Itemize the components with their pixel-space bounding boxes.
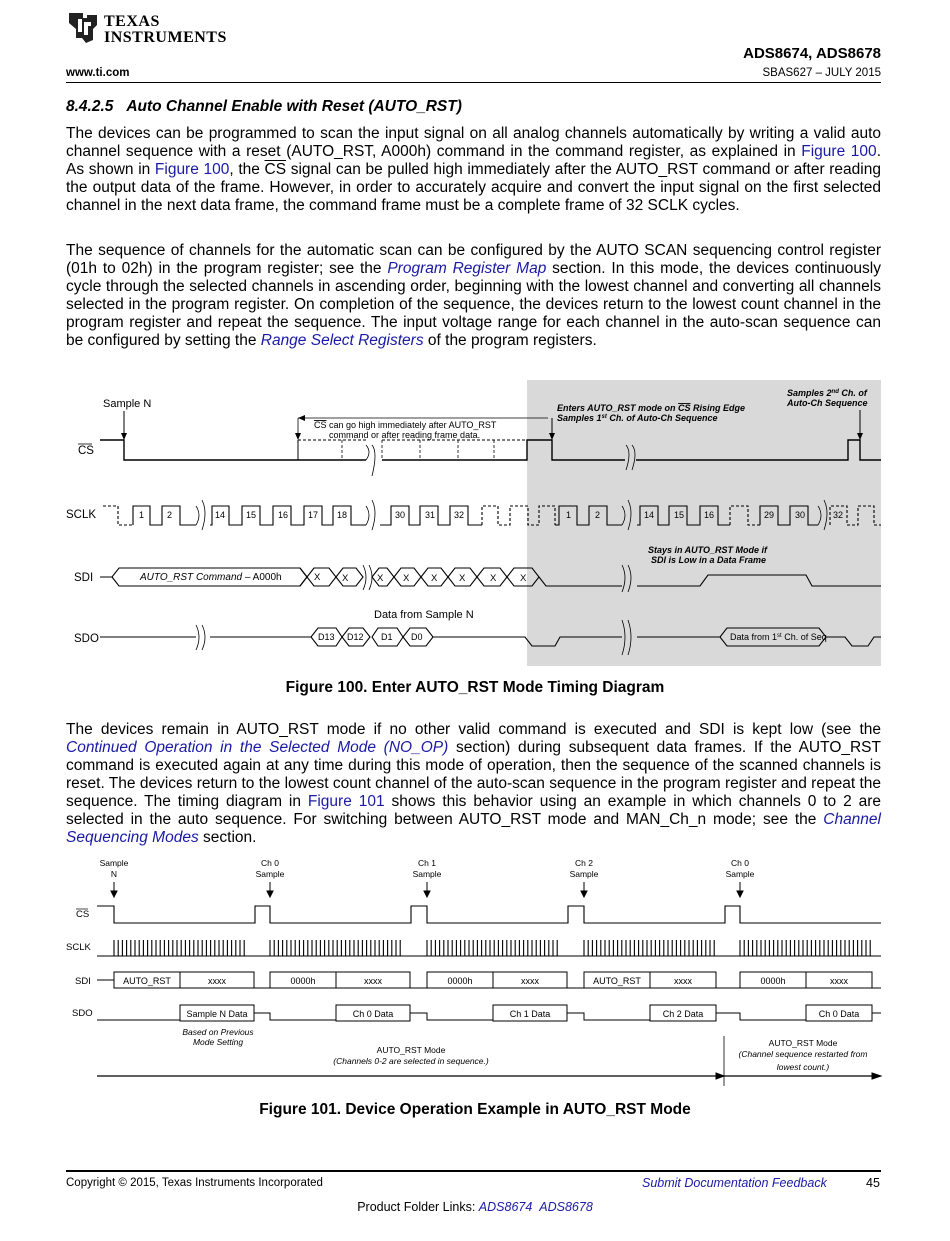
svg-text:Ch 2 Data: Ch 2 Data bbox=[662, 1009, 704, 1019]
logo-text-1: TEXAS bbox=[104, 13, 160, 30]
svg-text:xxxx: xxxx bbox=[364, 976, 382, 986]
figure-101-caption: Figure 101. Device Operation Example in AUTO_RST Mode bbox=[259, 1101, 691, 1118]
signal-label-cs: CS bbox=[76, 909, 90, 920]
cs-note-line-1: CS can go high immediately after AUTO_RST bbox=[314, 420, 497, 430]
mode2-desc-1: (Channel sequence restarted from bbox=[738, 1049, 868, 1059]
svg-text:14: 14 bbox=[644, 510, 655, 520]
svg-text:Sample: Sample bbox=[255, 869, 285, 879]
svg-text:0000h: 0000h bbox=[447, 976, 473, 986]
svg-text:16: 16 bbox=[704, 510, 715, 520]
paragraph-2 bbox=[66, 242, 881, 350]
data-from-sample-n-label: Data from Sample N bbox=[374, 609, 474, 621]
signal-label-sclk: SCLK bbox=[66, 509, 97, 521]
signal-label-sdi: SDI bbox=[75, 976, 91, 987]
para3-text: The devices remain in AUTO_RST mode if no other valid command is executed and SDI is kept low (see the bbox=[66, 721, 881, 738]
svg-text:X: X bbox=[459, 573, 466, 584]
signal-label-cs: CS bbox=[78, 445, 94, 457]
channel-sequencing-modes-link[interactable]: Channel Sequencing Modes bbox=[66, 811, 881, 846]
no-op-section-link[interactable]: Continued Operation in the Selected Mode (NO_OP) bbox=[66, 739, 449, 756]
signal-label-sdo: SDO bbox=[72, 1008, 93, 1019]
mode1-label: AUTO_RST Mode bbox=[376, 1045, 446, 1055]
ads8674-link[interactable]: ADS8674 bbox=[478, 1200, 533, 1214]
sdo-first-channel-label: Data from 1st Ch. of Seq bbox=[730, 632, 827, 642]
svg-text:32: 32 bbox=[833, 510, 844, 520]
sample-n-label: Sample N bbox=[103, 398, 152, 410]
ads8678-link[interactable]: ADS8678 bbox=[539, 1200, 593, 1214]
svg-text:X: X bbox=[431, 573, 438, 584]
mode1-desc: (Channels 0-2 are selected in sequence.) bbox=[333, 1056, 489, 1066]
para2-text: section. In this mode, the devices continuously cycle through the selected channels in ascending order, beginning with the lowest channel and converting all channels selected in the program register. On completion of the sequence, the devices return to the lowest count channel in the program register and repeat the sequence. The input voltage range for each channel in the auto-scan sequence can be configured by setting the bbox=[66, 260, 881, 349]
header-rule bbox=[66, 82, 881, 83]
svg-text:X: X bbox=[377, 573, 384, 584]
para3-text: shows this behavior using an example in which channels 0 to 2 are selected in the auto sequence. For switching between AUTO_RST mode and MAN_Ch_n mode; see the bbox=[66, 793, 881, 828]
svg-text:Sample: Sample bbox=[99, 858, 129, 868]
cs-note-line-2: command or after reading frame data. bbox=[329, 430, 481, 440]
svg-text:18: 18 bbox=[337, 510, 348, 520]
svg-text:30: 30 bbox=[795, 510, 806, 520]
svg-text:xxxx: xxxx bbox=[208, 976, 226, 986]
logo-text-2: INSTRUMENTS bbox=[104, 29, 227, 46]
paragraph-3 bbox=[66, 721, 881, 847]
figure-100-caption: Figure 100. Enter AUTO_RST Mode Timing Diagram bbox=[285, 679, 665, 696]
section-title: Auto Channel Enable with Reset (AUTO_RST) bbox=[126, 98, 462, 115]
svg-text:D1: D1 bbox=[381, 632, 393, 642]
signal-label-sclk: SCLK bbox=[66, 942, 91, 953]
para2-text: of the program registers. bbox=[423, 332, 597, 349]
range-select-registers-link[interactable]: Range Select Registers bbox=[260, 332, 424, 349]
submit-feedback-link[interactable]: Submit Documentation Feedback bbox=[642, 1176, 827, 1190]
svg-text:X: X bbox=[342, 573, 349, 584]
svg-text:30: 30 bbox=[395, 510, 406, 520]
svg-text:31: 31 bbox=[425, 510, 436, 520]
mode2-desc-2: lowest count.) bbox=[776, 1062, 830, 1072]
stays-note-2: SDI is Low in a Data Frame bbox=[651, 555, 767, 565]
product-folder-links bbox=[0, 1200, 950, 1214]
cs-signal-name: $\overline{CS}$ bbox=[264, 161, 287, 178]
svg-text:1: 1 bbox=[566, 510, 572, 520]
svg-text:Sample: Sample bbox=[725, 869, 755, 879]
doc-number: SBAS627 – JULY 2015 bbox=[762, 67, 881, 79]
sclk-cycle-labels-first-frame bbox=[139, 510, 464, 520]
svg-text:xxxx: xxxx bbox=[521, 976, 539, 986]
based-on-previous-note-2: Mode Setting bbox=[192, 1037, 244, 1047]
svg-text:X: X bbox=[490, 573, 497, 584]
svg-text:15: 15 bbox=[674, 510, 685, 520]
svg-text:Sample: Sample bbox=[569, 869, 599, 879]
doc-title: ADS8674, ADS8678 bbox=[743, 45, 881, 62]
figure-101-diagram bbox=[60, 855, 890, 1095]
svg-text:17: 17 bbox=[308, 510, 319, 520]
figure-100-link[interactable]: Figure 100 bbox=[801, 143, 877, 160]
svg-text:Ch 0: Ch 0 bbox=[731, 858, 749, 868]
samples-2nd-note-1: Samples 2nd Ch. of bbox=[787, 388, 867, 398]
svg-text:Ch 0 Data: Ch 0 Data bbox=[818, 1009, 860, 1019]
svg-text:Ch 1 Data: Ch 1 Data bbox=[509, 1009, 551, 1019]
svg-text:Sample N Data: Sample N Data bbox=[186, 1009, 248, 1019]
svg-text:0000h: 0000h bbox=[290, 976, 316, 986]
sdo-box-labels bbox=[186, 1009, 859, 1019]
section-heading bbox=[66, 98, 462, 116]
svg-text:32: 32 bbox=[454, 510, 465, 520]
signal-label-sdi: SDI bbox=[74, 572, 94, 584]
footer-rule bbox=[66, 1170, 881, 1172]
svg-text:xxxx: xxxx bbox=[830, 976, 848, 986]
figure-100-link[interactable]: Figure 100 bbox=[154, 161, 230, 178]
based-on-previous-note: Based on Previous bbox=[182, 1027, 254, 1037]
svg-text:29: 29 bbox=[764, 510, 775, 520]
svg-text:N: N bbox=[110, 869, 118, 879]
stays-note-1: Stays in AUTO_RST Mode if bbox=[648, 545, 768, 555]
svg-text:X: X bbox=[520, 573, 527, 584]
svg-text:xxxx: xxxx bbox=[674, 976, 692, 986]
svg-text:Ch 0 Data: Ch 0 Data bbox=[352, 1009, 394, 1019]
cs-waveform bbox=[97, 906, 881, 923]
paragraph-1 bbox=[66, 125, 881, 215]
svg-text:Ch 1: Ch 1 bbox=[418, 858, 436, 868]
svg-text:X: X bbox=[314, 572, 321, 583]
ti-logo-icon bbox=[66, 10, 100, 44]
svg-text:1: 1 bbox=[139, 510, 145, 520]
section-number: 8.4.2.5 bbox=[66, 98, 114, 115]
svg-text:X: X bbox=[403, 573, 410, 584]
para1-text: , the bbox=[229, 161, 265, 178]
svg-text:2: 2 bbox=[167, 510, 173, 520]
signal-label-sdo: SDO bbox=[74, 633, 99, 645]
para3-text: section. bbox=[198, 829, 257, 846]
svg-text:D13: D13 bbox=[318, 632, 335, 642]
ti-logo bbox=[66, 10, 226, 46]
para1-text: The devices can be programmed to scan the input signal on all analog channels automatically by writing a valid auto channel sequence with a reset (AUTO_RST, A000h) command in the command register, as explained in bbox=[66, 125, 881, 160]
figure-101-link[interactable]: Figure 101 bbox=[307, 793, 385, 810]
copyright-text: Copyright © 2015, Texas Instruments Incorporated bbox=[66, 1177, 323, 1189]
svg-text:Ch 0: Ch 0 bbox=[261, 858, 279, 868]
para1-text: . As shown in bbox=[66, 143, 881, 178]
svg-text:14: 14 bbox=[215, 510, 226, 520]
sdi-command-label: AUTO_RST Command – A000h bbox=[140, 572, 282, 583]
sample-markers bbox=[100, 858, 755, 879]
page-number: 45 bbox=[866, 1176, 880, 1190]
para3-text: section) during subsequent data frames. If the AUTO_RST command is executed again at any time during this mode of operation, then the sequence of the scanned channels is reset. The devices return to the lowest count channel of the auto-scan sequence in the program register and repeat the sequence. The timing diagram in bbox=[66, 739, 881, 810]
svg-text:D12: D12 bbox=[347, 632, 364, 642]
para2-text: The sequence of channels for the automatic scan can be configured by the AUTO SCAN sequencing control register (01h to 02h) in the program register; see the bbox=[66, 242, 881, 277]
samples-2nd-note-2: Auto-Ch Sequence bbox=[787, 398, 868, 408]
para1-text: signal can be pulled high immediately after the AUTO_RST command or after reading the output data of the frame. However, in order to accurately acquire and convert the input signal on the first selected channel in the next data frame, the command frame must be a complete frame of 32 SCLK cycles. bbox=[66, 161, 881, 214]
cs-waveform bbox=[100, 440, 366, 460]
svg-text:Sample: Sample bbox=[412, 869, 442, 879]
mode2-label: AUTO_RST Mode bbox=[768, 1038, 838, 1048]
figure-100-diagram bbox=[60, 378, 890, 670]
program-register-map-link[interactable]: Program Register Map bbox=[387, 260, 547, 277]
enter-auto-rst-note-2: Samples 1st Ch. of Auto-Ch Sequence bbox=[557, 413, 718, 423]
enter-auto-rst-note-1: Enters AUTO_RST mode on CS Rising Edge bbox=[557, 403, 746, 413]
svg-text:16: 16 bbox=[278, 510, 289, 520]
svg-text:Ch 2: Ch 2 bbox=[575, 858, 593, 868]
product-folder-label: Product Folder Links: bbox=[357, 1200, 479, 1214]
website-link[interactable]: www.ti.com bbox=[66, 67, 130, 79]
svg-text:0000h: 0000h bbox=[760, 976, 786, 986]
svg-text:AUTO_RST: AUTO_RST bbox=[123, 976, 171, 986]
svg-text:15: 15 bbox=[246, 510, 257, 520]
svg-text:D0: D0 bbox=[411, 632, 423, 642]
svg-text:AUTO_RST: AUTO_RST bbox=[593, 976, 641, 986]
svg-text:2: 2 bbox=[595, 510, 601, 520]
sclk-waveform bbox=[114, 940, 870, 956]
